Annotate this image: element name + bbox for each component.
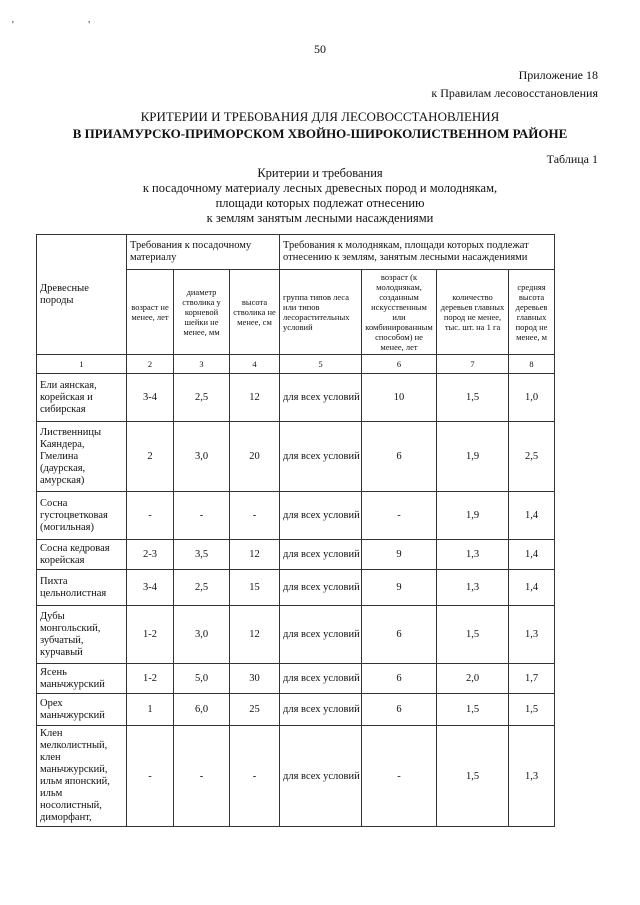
diameter-cell: 5,0 [174, 664, 230, 694]
age-cell: 3-4 [127, 570, 174, 606]
column-number-row [37, 355, 555, 374]
requirements-table [36, 234, 555, 827]
condition-cell: для всех условий [280, 694, 362, 726]
diameter-cell: - [174, 492, 230, 540]
avg-height-cell: 1,4 [509, 570, 555, 606]
tree-count-cell: 2,0 [437, 664, 509, 694]
diameter-cell: 6,0 [174, 694, 230, 726]
avg-height-cell: 1,4 [509, 540, 555, 570]
header-young-age: возраст (к молоднякам, созданным искусственным или комбинированным способом) не менее, лет [362, 270, 437, 355]
age-cell: - [127, 726, 174, 827]
subtitle-line-3: площади которых подлежат отнесению [215, 196, 425, 210]
header-young-stands: Требования к молоднякам, площади которых подлежат отнесению к землям, занятым лесными насаждениями [280, 235, 555, 270]
species-cell: Дубы монгольский, зубчатый, курчавый [37, 606, 127, 664]
young-age-cell: 6 [362, 422, 437, 492]
page-number: 50 [314, 42, 326, 56]
height-cell: 30 [230, 664, 280, 694]
table-row [37, 570, 555, 606]
table-row [37, 540, 555, 570]
tree-count-cell: 1,5 [437, 726, 509, 827]
document-title [0, 108, 640, 142]
subtitle-line-4: к землям занятым лесными насаждениями [206, 211, 434, 225]
age-cell: 2-3 [127, 540, 174, 570]
condition-cell: для всех условий [280, 422, 362, 492]
diameter-cell: - [174, 726, 230, 827]
column-number: 8 [509, 355, 555, 374]
young-age-cell: 6 [362, 606, 437, 664]
header-species: Древесные породы [37, 235, 127, 355]
tree-count-cell: 1,5 [437, 694, 509, 726]
condition-cell: для всех условий [280, 570, 362, 606]
age-cell: 1-2 [127, 606, 174, 664]
height-cell: 12 [230, 606, 280, 664]
table-row [37, 664, 555, 694]
header-tree-count: количество деревьев главных пород не менее, тыс. шт. на 1 га [437, 270, 509, 355]
avg-height-cell: 1,7 [509, 664, 555, 694]
table-row [37, 694, 555, 726]
appendix-caption [431, 66, 598, 102]
avg-height-cell: 2,5 [509, 422, 555, 492]
species-cell: Сосна кедровая корейская [37, 540, 127, 570]
young-age-cell: 10 [362, 374, 437, 422]
age-cell: 2 [127, 422, 174, 492]
young-age-cell: 9 [362, 540, 437, 570]
column-number: 7 [437, 355, 509, 374]
diameter-cell: 2,5 [174, 374, 230, 422]
species-cell: Клен мелколистный, клен маньчжурский, ильм японский, ильм носолистный, диморфант, [37, 726, 127, 827]
column-number: 2 [127, 355, 174, 374]
height-cell: - [230, 726, 280, 827]
avg-height-cell: 1,4 [509, 492, 555, 540]
tree-count-cell: 1,9 [437, 422, 509, 492]
column-number: 3 [174, 355, 230, 374]
tree-count-cell: 1,9 [437, 492, 509, 540]
table-label: Таблица 1 [546, 152, 598, 166]
young-age-cell: 6 [362, 664, 437, 694]
diameter-cell: 2,5 [174, 570, 230, 606]
height-cell: 15 [230, 570, 280, 606]
table-row [37, 606, 555, 664]
avg-height-cell: 1,0 [509, 374, 555, 422]
young-age-cell: 6 [362, 694, 437, 726]
corner-marks: ' ' [12, 20, 127, 31]
condition-cell: для всех условий [280, 374, 362, 422]
young-age-cell: 9 [362, 570, 437, 606]
young-age-cell: - [362, 726, 437, 827]
tree-count-cell: 1,3 [437, 570, 509, 606]
header-avg-height: средняя высота деревьев главных пород не менее, м [509, 270, 555, 355]
column-number: 4 [230, 355, 280, 374]
age-cell: - [127, 492, 174, 540]
condition-cell: для всех условий [280, 606, 362, 664]
appendix-line-2: к Правилам лесовосстановления [431, 86, 598, 100]
height-cell: 12 [230, 374, 280, 422]
avg-height-cell: 1,3 [509, 726, 555, 827]
subtitle-line-1: Критерии и требования [257, 166, 383, 180]
header-planting-material: Требования к посадочному материалу [127, 235, 280, 270]
age-cell: 1-2 [127, 664, 174, 694]
species-cell: Ели аянская, корейская и сибирская [37, 374, 127, 422]
species-cell: Лиственницы Каяндера, Гмелина (даурская, амурская) [37, 422, 127, 492]
young-age-cell: - [362, 492, 437, 540]
species-cell: Орех маньчжурский [37, 694, 127, 726]
age-cell: 3-4 [127, 374, 174, 422]
height-cell: 12 [230, 540, 280, 570]
header-age: возраст не менее, лет [127, 270, 174, 355]
appendix-line-1: Приложение 18 [518, 68, 598, 82]
title-line-2: В ПРИАМУРСКО-ПРИМОРСКОМ ХВОЙНО-ШИРОКОЛИСТВЕННОМ РАЙОНЕ [72, 126, 568, 141]
diameter-cell: 3,0 [174, 422, 230, 492]
height-cell: - [230, 492, 280, 540]
age-cell: 1 [127, 694, 174, 726]
species-cell: Сосна густоцветковая (могильная) [37, 492, 127, 540]
condition-cell: для всех условий [280, 540, 362, 570]
table-row [37, 492, 555, 540]
avg-height-cell: 1,3 [509, 606, 555, 664]
column-number: 5 [280, 355, 362, 374]
tree-count-cell: 1,5 [437, 374, 509, 422]
diameter-cell: 3,0 [174, 606, 230, 664]
column-number: 1 [37, 355, 127, 374]
title-line-1: КРИТЕРИИ И ТРЕБОВАНИЯ ДЛЯ ЛЕСОВОССТАНОВЛЕНИЯ [140, 109, 500, 124]
condition-cell: для всех условий [280, 726, 362, 827]
avg-height-cell: 1,5 [509, 694, 555, 726]
species-cell: Пихта цельнолистная [37, 570, 127, 606]
header-diameter: диаметр стволика у корневой шейки не менее, мм [174, 270, 230, 355]
tree-count-cell: 1,5 [437, 606, 509, 664]
table-row [37, 422, 555, 492]
height-cell: 25 [230, 694, 280, 726]
table-subtitle [0, 166, 640, 226]
diameter-cell: 3,5 [174, 540, 230, 570]
table-row [37, 726, 555, 827]
header-height: высота стволика не менее, см [230, 270, 280, 355]
column-number: 6 [362, 355, 437, 374]
condition-cell: для всех условий [280, 492, 362, 540]
condition-cell: для всех условий [280, 664, 362, 694]
table-row [37, 374, 555, 422]
species-cell: Ясень маньчжурский [37, 664, 127, 694]
height-cell: 20 [230, 422, 280, 492]
tree-count-cell: 1,3 [437, 540, 509, 570]
header-forest-type: группа типов леса или типов лесорастительных условий [280, 270, 362, 355]
subtitle-line-2: к посадочному материалу лесных древесных пород и молоднякам, [142, 181, 498, 195]
